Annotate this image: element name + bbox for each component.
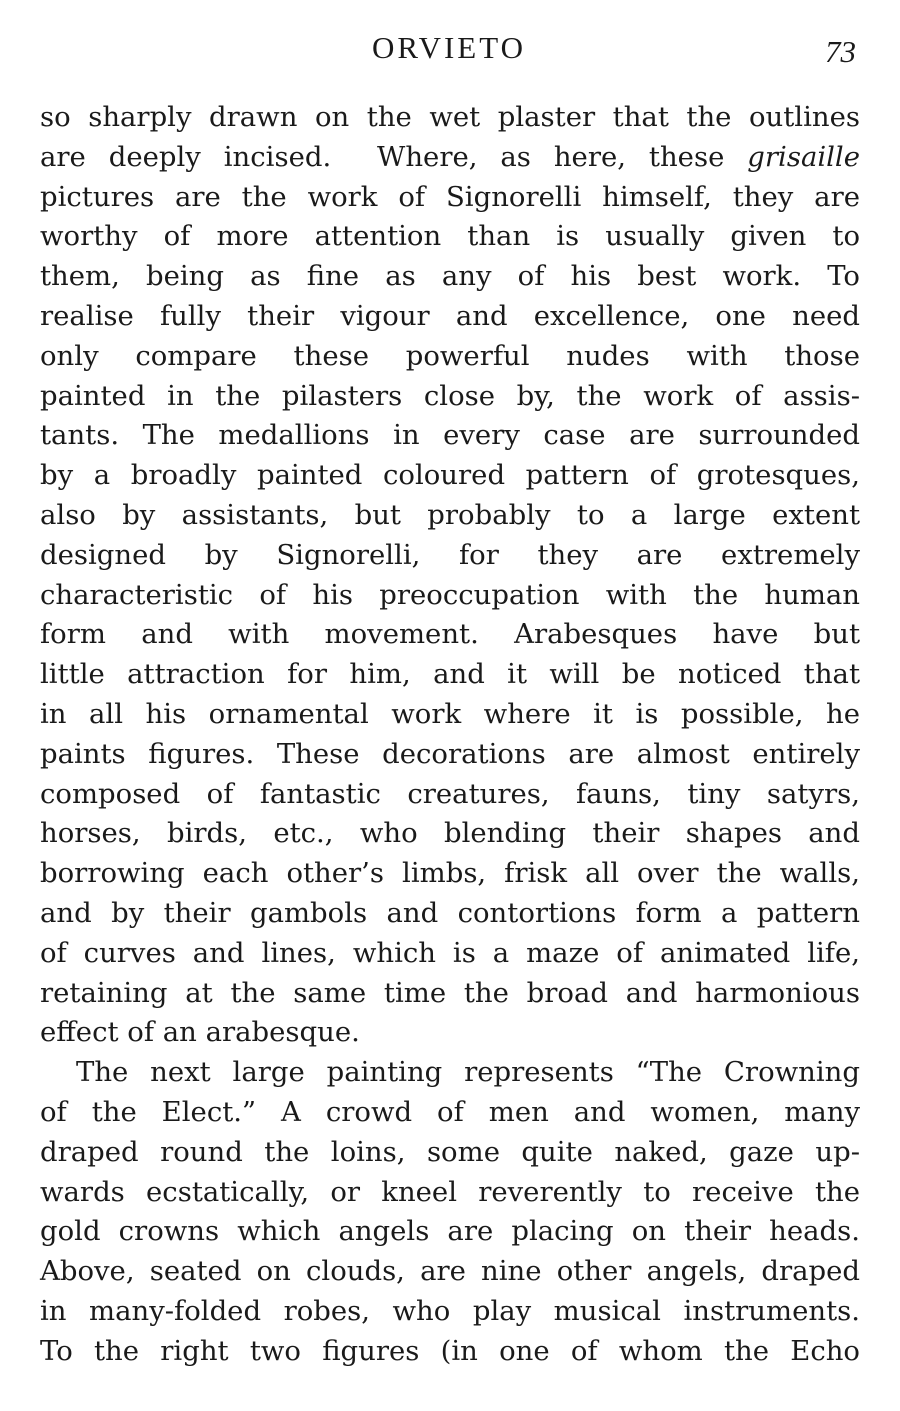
text-line: little attraction for him, and it will be noticed that bbox=[40, 658, 860, 691]
page-number: 73 bbox=[825, 34, 856, 69]
text-line: form and with movement. Arabesques have but bbox=[40, 618, 860, 651]
text-line: also by assistants, but probably to a large extent bbox=[40, 498, 860, 531]
text-line: horses, birds, etc., who blending their shapes and bbox=[40, 817, 860, 850]
text-line: and by their gambols and contortions form a pattern bbox=[40, 896, 860, 929]
running-head bbox=[38, 30, 860, 74]
text-line: them, being as fine as any of his best work. To bbox=[40, 260, 860, 293]
text-line: of the Elect.” A crowd of men and women, many bbox=[40, 1095, 860, 1128]
text-line: in many-folded robes, who play musical instruments. bbox=[40, 1294, 860, 1327]
text-line: composed of fantastic creatures, fauns, tiny satyrs, bbox=[40, 777, 860, 810]
text-line: gold crowns which angels are placing on their heads. bbox=[40, 1215, 860, 1248]
chapter-title: ORVIETO bbox=[372, 30, 526, 65]
text-line: Above, seated on clouds, are nine other angels, draped bbox=[40, 1255, 860, 1288]
text-line: borrowing each other’s limbs, frisk all over the walls, bbox=[40, 857, 860, 890]
text-line: worthy of more attention than is usually given to bbox=[40, 220, 860, 253]
text-line: tants. The medallions in every case are surrounded bbox=[40, 419, 860, 452]
paragraph-end-line: effect of an arabesque. bbox=[40, 1016, 360, 1049]
text-line: of curves and lines, which is a maze of animated life, bbox=[40, 936, 860, 969]
text-line: wards ecstatically, or kneel reverently to receive the bbox=[40, 1175, 860, 1208]
text-line: paints figures. These decorations are almost entirely bbox=[40, 737, 860, 770]
body-text bbox=[40, 98, 860, 1372]
text-line: To the right two figures (in one of whom the Echo bbox=[40, 1334, 860, 1367]
text-line: only compare these powerful nudes with those bbox=[40, 339, 860, 372]
text-line bbox=[40, 138, 860, 178]
paragraph-start-line: The next large painting represents “The Crowning bbox=[76, 1056, 860, 1089]
text-line: painted in the pilasters close by, the work of assis- bbox=[40, 379, 860, 412]
text-line: in all his ornamental work where it is possible, he bbox=[40, 697, 860, 730]
text-segment: are deeply incised. Where, as here, these bbox=[40, 140, 748, 173]
text-line: realise fully their vigour and excellence, one need bbox=[40, 299, 860, 332]
text-line: pictures are the work of Signorelli himself, they are bbox=[40, 180, 860, 213]
text-line: draped round the loins, some quite naked, gaze up- bbox=[40, 1135, 860, 1168]
text-line: characteristic of his preoccupation with the human bbox=[40, 578, 860, 611]
italic-term: grisaille bbox=[747, 140, 860, 173]
text-line: retaining at the same time the broad and harmonious bbox=[40, 976, 860, 1009]
text-line: so sharply drawn on the wet plaster that the outlines bbox=[40, 101, 860, 133]
text-line: designed by Signorelli, for they are extremely bbox=[40, 538, 860, 571]
text-line: by a broadly painted coloured pattern of grotesques, bbox=[40, 459, 860, 492]
